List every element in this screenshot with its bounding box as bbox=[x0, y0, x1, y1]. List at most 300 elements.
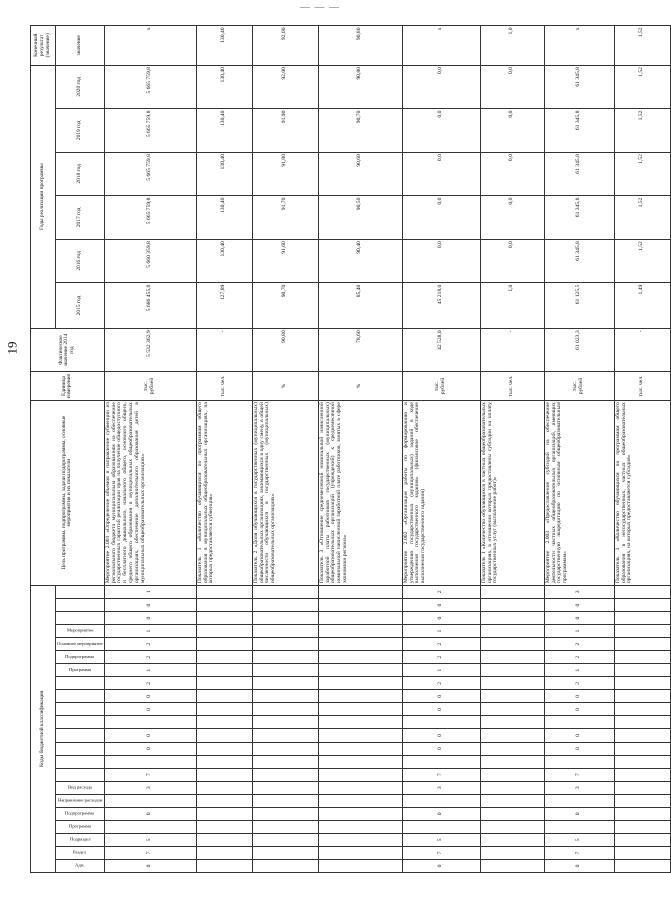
code-cell: 0 bbox=[402, 599, 480, 612]
row-year-value: 0,0 bbox=[402, 239, 480, 283]
code-cell bbox=[318, 768, 402, 781]
code-cell: 1 bbox=[104, 625, 196, 638]
row-unit: тыс. рублей bbox=[402, 372, 480, 400]
code-cell: 0 bbox=[104, 807, 196, 820]
code-cell: 3 bbox=[544, 781, 614, 794]
code-cell bbox=[252, 781, 318, 794]
code-subheader bbox=[56, 677, 105, 690]
row-unit: тыс. рублей bbox=[104, 372, 196, 400]
row-year-value: 0,0 bbox=[402, 196, 480, 240]
fact-header: Фактическое значение 2014 год bbox=[31, 328, 105, 372]
code-cell bbox=[614, 781, 670, 794]
code-cell: 0 bbox=[544, 612, 614, 625]
row-year-value: 90,50 bbox=[318, 196, 402, 240]
code-cell: 0 bbox=[544, 703, 614, 716]
code-cell bbox=[614, 716, 670, 729]
code-cell bbox=[252, 664, 318, 677]
row-description: Мероприятие 2.001 «Определение объемов и направление субвенции из регионального бюджета муниципальным образованиям на обеспечение государственных гарантий реализации прав на получение общедоступного и бесплатного дошкольного, начального общего, основного общего, среднего общего образования в муниципальных общеобразовательных организациях, обеспечение дополнительного образования детей в муниципальных общеобразовательных организациях» bbox=[104, 400, 196, 585]
code-cell bbox=[318, 651, 402, 664]
code-cell bbox=[104, 820, 196, 833]
row-year-value: 90,70 bbox=[252, 283, 318, 329]
code-cell bbox=[480, 859, 544, 872]
code-cell bbox=[252, 846, 318, 859]
row-year-value: 5 665 759,8 bbox=[104, 152, 196, 196]
code-cell: 0 bbox=[402, 703, 480, 716]
row-year-value: 91,60 bbox=[252, 239, 318, 283]
code-cell bbox=[196, 690, 252, 703]
code-cell bbox=[480, 794, 544, 807]
code-cell bbox=[196, 664, 252, 677]
code-cell: 7 bbox=[544, 768, 614, 781]
code-cell bbox=[252, 729, 318, 742]
code-cell bbox=[104, 716, 196, 729]
code-cell bbox=[252, 794, 318, 807]
code-cell: 1 bbox=[544, 625, 614, 638]
code-cell bbox=[480, 690, 544, 703]
code-subheader: Мероприятие bbox=[56, 625, 105, 638]
table-row bbox=[318, 26, 402, 873]
final-value-header: значение bbox=[56, 26, 105, 66]
row-year-value: 0,0 bbox=[402, 152, 480, 196]
row-final-value: х bbox=[104, 26, 196, 66]
code-cell: 2 bbox=[104, 677, 196, 690]
year-header: 2018 год bbox=[56, 152, 105, 196]
row-year-value: 0,0 bbox=[402, 65, 480, 109]
code-cell bbox=[614, 677, 670, 690]
code-cell bbox=[544, 755, 614, 768]
code-subheader bbox=[56, 768, 105, 781]
table-row bbox=[544, 26, 614, 873]
row-year-value: 61 125,5 bbox=[544, 283, 614, 329]
code-cell: 0 bbox=[544, 742, 614, 755]
code-cell: 0 bbox=[402, 690, 480, 703]
code-cell: 7 bbox=[402, 846, 480, 859]
code-cell bbox=[318, 859, 402, 872]
code-subheader bbox=[56, 729, 105, 742]
row-year-value: 130,40 bbox=[196, 152, 252, 196]
code-cell bbox=[252, 690, 318, 703]
code-cell: 1 bbox=[104, 664, 196, 677]
code-cell bbox=[480, 807, 544, 820]
row-year-value: 0,0 bbox=[480, 109, 544, 153]
row-year-value: 90,70 bbox=[318, 109, 402, 153]
code-cell: 0 bbox=[402, 612, 480, 625]
row-year-value: 0,0 bbox=[480, 196, 544, 240]
code-cell: 1 bbox=[104, 585, 196, 598]
code-subheader: Вид расхода bbox=[56, 781, 105, 794]
code-subheader bbox=[56, 742, 105, 755]
code-cell bbox=[614, 846, 670, 859]
code-cell bbox=[544, 716, 614, 729]
code-cell: 0 bbox=[402, 807, 480, 820]
code-cell: 3 bbox=[402, 781, 480, 794]
code-cell bbox=[252, 755, 318, 768]
code-cell bbox=[614, 585, 670, 598]
program-table bbox=[30, 25, 671, 873]
code-subheader: Направление расходов bbox=[56, 794, 105, 807]
year-header: 2020 год bbox=[56, 65, 105, 109]
code-cell bbox=[614, 794, 670, 807]
code-cell bbox=[480, 781, 544, 794]
row-description: Показатель 1 «Количество обучающихся в частных общеобразовательных организациях, в отношении которых предоставлены субсидии на оплату государственных услуг (выполнение работ)» bbox=[480, 400, 544, 585]
code-cell bbox=[614, 638, 670, 651]
code-cell: 2 bbox=[104, 651, 196, 664]
code-cell bbox=[614, 703, 670, 716]
code-cell bbox=[318, 794, 402, 807]
table-row bbox=[480, 26, 544, 873]
code-cell: 1 bbox=[402, 664, 480, 677]
code-cell bbox=[614, 651, 670, 664]
row-final-value: 130,40 bbox=[196, 26, 252, 66]
code-subheader bbox=[56, 690, 105, 703]
row-description: Показатель 2 «Доля обучающихся в государственных (муниципальных) общеобразовательных организациях, занимающихся в одну смену, в общей численности обучающихся в государственных (муниципальных) общеобразовательных организациях» bbox=[252, 400, 318, 585]
row-year-value: 91,90 bbox=[252, 109, 318, 153]
row-unit: тыс. чел. bbox=[480, 372, 544, 400]
code-cell bbox=[480, 638, 544, 651]
row-year-value: 5 665 759,8 bbox=[104, 65, 196, 109]
code-cell: 2 bbox=[104, 638, 196, 651]
code-cell: 0 bbox=[402, 859, 480, 872]
code-cell: 2 bbox=[402, 638, 480, 651]
row-year-value: 90,60 bbox=[318, 152, 402, 196]
row-fact: 42 528,0 bbox=[402, 328, 480, 372]
code-cell bbox=[318, 599, 402, 612]
unit-header: Единица измерения bbox=[31, 372, 105, 400]
code-cell bbox=[480, 585, 544, 598]
row-year-value: 90,80 bbox=[318, 65, 402, 109]
code-cell bbox=[252, 768, 318, 781]
code-cell bbox=[196, 768, 252, 781]
row-year-value: 130,40 bbox=[196, 65, 252, 109]
year-header: 2016 год bbox=[56, 239, 105, 283]
code-cell bbox=[196, 807, 252, 820]
code-cell bbox=[318, 677, 402, 690]
code-cell bbox=[614, 729, 670, 742]
code-cell: 2 bbox=[402, 677, 480, 690]
code-cell bbox=[480, 703, 544, 716]
row-year-value: 1,52 bbox=[614, 109, 670, 153]
code-cell: 3 bbox=[544, 585, 614, 598]
row-final-value: х bbox=[544, 26, 614, 66]
row-year-value: 5 665 759,8 bbox=[104, 196, 196, 240]
row-year-value: 127,89 bbox=[196, 283, 252, 329]
code-cell bbox=[614, 664, 670, 677]
row-unit: тыс. чел. bbox=[196, 372, 252, 400]
code-cell bbox=[614, 625, 670, 638]
code-cell: 0 bbox=[402, 742, 480, 755]
code-subheader: Программа bbox=[56, 820, 105, 833]
code-cell bbox=[252, 638, 318, 651]
code-subheader: Раздел bbox=[56, 846, 105, 859]
code-cell bbox=[480, 612, 544, 625]
code-subheader: Подраздел bbox=[56, 833, 105, 846]
row-year-value: 1,52 bbox=[614, 196, 670, 240]
row-fact: - bbox=[614, 328, 670, 372]
row-year-value: 130,40 bbox=[196, 239, 252, 283]
code-cell bbox=[544, 820, 614, 833]
row-description: Показатель 3 «Отношение среднемесячной номинальной начисленной заработной платы работников государственных (муниципальных) общеобразовательных организаций (учреждений) к среднемесячной номинальной начисленной заработной плате работников, занятых в сфере экономики региона» bbox=[318, 400, 402, 585]
code-subheader bbox=[56, 612, 105, 625]
code-cell: 1 bbox=[544, 664, 614, 677]
code-cell bbox=[252, 599, 318, 612]
code-cell bbox=[252, 625, 318, 638]
code-cell: 0 bbox=[104, 742, 196, 755]
code-cell bbox=[252, 859, 318, 872]
code-cell bbox=[480, 846, 544, 859]
year-header: 2019 год bbox=[56, 109, 105, 153]
code-cell bbox=[544, 794, 614, 807]
code-cell: 0 bbox=[544, 807, 614, 820]
page-number: 19 bbox=[4, 341, 20, 355]
code-cell bbox=[480, 664, 544, 677]
code-cell bbox=[318, 625, 402, 638]
code-cell: 0 bbox=[104, 859, 196, 872]
row-year-value: 1,52 bbox=[614, 239, 670, 283]
row-year-value: 61 345,8 bbox=[544, 152, 614, 196]
code-cell bbox=[252, 585, 318, 598]
code-cell bbox=[252, 651, 318, 664]
code-cell bbox=[252, 716, 318, 729]
period-group-header: Годы реализации программы bbox=[31, 65, 56, 328]
code-cell bbox=[196, 729, 252, 742]
code-cell bbox=[480, 833, 544, 846]
row-year-value: 0,0 bbox=[480, 239, 544, 283]
code-cell: 7 bbox=[104, 768, 196, 781]
code-cell bbox=[480, 755, 544, 768]
row-year-value: 61 345,8 bbox=[544, 196, 614, 240]
code-cell bbox=[402, 820, 480, 833]
table-row bbox=[104, 26, 196, 873]
code-cell bbox=[480, 716, 544, 729]
row-final-value: х bbox=[402, 26, 480, 66]
codes-group-header: Коды бюджетной классификации bbox=[31, 585, 56, 872]
code-cell bbox=[318, 755, 402, 768]
code-cell: 0 bbox=[104, 599, 196, 612]
code-cell bbox=[252, 820, 318, 833]
code-cell bbox=[252, 833, 318, 846]
code-cell: 3 bbox=[104, 781, 196, 794]
row-final-value: 90,80 bbox=[318, 26, 402, 66]
code-cell bbox=[196, 846, 252, 859]
code-subheader: Подпрограмма bbox=[56, 651, 105, 664]
code-cell bbox=[196, 833, 252, 846]
code-cell: 7 bbox=[104, 846, 196, 859]
code-cell: 0 bbox=[402, 729, 480, 742]
code-cell bbox=[196, 794, 252, 807]
code-cell bbox=[196, 820, 252, 833]
row-year-value: 85,40 bbox=[318, 283, 402, 329]
code-cell: 1 bbox=[402, 625, 480, 638]
row-fact: 61 023,3 bbox=[544, 328, 614, 372]
row-description: Показатель 1 «Количество обучающихся по программам общего образования в негосударственных, частных общеобразовательных организациях, на которых предоставляется субсидия» bbox=[614, 400, 670, 585]
code-cell: 0 bbox=[104, 729, 196, 742]
code-cell bbox=[196, 585, 252, 598]
row-fact: - bbox=[196, 328, 252, 372]
code-cell bbox=[480, 729, 544, 742]
code-cell bbox=[196, 612, 252, 625]
code-subheader: Программа bbox=[56, 664, 105, 677]
code-cell bbox=[318, 716, 402, 729]
code-cell: 5 bbox=[402, 833, 480, 846]
code-subheader bbox=[56, 755, 105, 768]
row-fact: 5 532 362,9 bbox=[104, 328, 196, 372]
code-cell bbox=[318, 585, 402, 598]
code-cell: 0 bbox=[104, 690, 196, 703]
code-cell bbox=[318, 729, 402, 742]
code-cell: 7 bbox=[402, 768, 480, 781]
code-cell bbox=[318, 846, 402, 859]
code-cell bbox=[318, 820, 402, 833]
row-description: Мероприятие 2.003 «Предоставление субсидий на обеспечение деятельности частных общеобразовательных организаций, имеющих государственную аккредитацию по основным общеобразовательным программам» bbox=[544, 400, 614, 585]
code-cell: 2 bbox=[544, 638, 614, 651]
row-year-value: 1,49 bbox=[614, 283, 670, 329]
row-year-value: 5 665 759,8 bbox=[104, 109, 196, 153]
row-year-value: 130,40 bbox=[196, 196, 252, 240]
row-year-value: 45 218,0 bbox=[402, 283, 480, 329]
code-subheader: Подпрограмма bbox=[56, 807, 105, 820]
code-cell: 5 bbox=[104, 833, 196, 846]
code-cell bbox=[252, 703, 318, 716]
code-cell bbox=[252, 807, 318, 820]
table-row bbox=[196, 26, 252, 873]
code-cell bbox=[252, 612, 318, 625]
row-unit: % bbox=[252, 372, 318, 400]
code-cell bbox=[318, 781, 402, 794]
code-cell bbox=[318, 690, 402, 703]
row-year-value: 90,40 bbox=[318, 239, 402, 283]
row-year-value: 0,0 bbox=[480, 152, 544, 196]
code-cell bbox=[480, 599, 544, 612]
code-cell bbox=[402, 794, 480, 807]
row-description: Мероприятие 2.002 «Организация работы по формированию и утверждению государственных (муниципальных) заданий в ходе выполнения государственного задания» (финансовое обеспечение выполнения государственного задания) bbox=[402, 400, 480, 585]
row-year-value: 0,0 bbox=[402, 109, 480, 153]
code-cell bbox=[480, 625, 544, 638]
code-cell bbox=[614, 690, 670, 703]
row-fact: 78,60 bbox=[318, 328, 402, 372]
code-cell: 2 bbox=[544, 651, 614, 664]
row-year-value: 91,70 bbox=[252, 196, 318, 240]
row-final-value: 1,0 bbox=[480, 26, 544, 66]
code-cell bbox=[196, 703, 252, 716]
code-cell bbox=[196, 742, 252, 755]
code-cell bbox=[318, 807, 402, 820]
row-year-value: 1,52 bbox=[614, 152, 670, 196]
final-group-header: Конечный результат (значение) bbox=[31, 26, 56, 66]
row-year-value: 1,0 bbox=[480, 283, 544, 329]
code-subheader: Адм. bbox=[56, 859, 105, 872]
code-cell bbox=[318, 742, 402, 755]
code-cell bbox=[196, 716, 252, 729]
code-cell bbox=[614, 768, 670, 781]
code-cell bbox=[318, 833, 402, 846]
code-cell: 0 bbox=[544, 859, 614, 872]
code-cell bbox=[196, 781, 252, 794]
code-subheader bbox=[56, 585, 105, 598]
row-year-value: 5 686 455,8 bbox=[104, 283, 196, 329]
year-header: 2017 год bbox=[56, 196, 105, 240]
code-cell bbox=[614, 755, 670, 768]
rotated-table-wrapper bbox=[30, 25, 645, 873]
code-cell bbox=[480, 742, 544, 755]
code-cell: 5 bbox=[544, 833, 614, 846]
code-cell bbox=[614, 820, 670, 833]
row-year-value: 61 345,8 bbox=[544, 65, 614, 109]
row-year-value: 61 345,8 bbox=[544, 109, 614, 153]
code-cell bbox=[480, 677, 544, 690]
code-cell bbox=[196, 625, 252, 638]
row-fact: - bbox=[480, 328, 544, 372]
code-cell bbox=[614, 833, 670, 846]
code-cell bbox=[318, 703, 402, 716]
code-cell bbox=[318, 638, 402, 651]
code-cell bbox=[196, 599, 252, 612]
code-cell bbox=[196, 677, 252, 690]
table-row bbox=[252, 26, 318, 873]
code-cell bbox=[318, 664, 402, 677]
code-cell bbox=[196, 859, 252, 872]
code-cell bbox=[614, 612, 670, 625]
code-cell: 0 bbox=[544, 729, 614, 742]
code-cell bbox=[480, 651, 544, 664]
code-cell bbox=[104, 794, 196, 807]
row-year-value: 1,52 bbox=[614, 65, 670, 109]
row-year-value: 5 660 359,8 bbox=[104, 239, 196, 283]
row-unit: % bbox=[318, 372, 402, 400]
code-cell: 0 bbox=[104, 703, 196, 716]
table-row bbox=[614, 26, 670, 873]
code-cell: 7 bbox=[544, 846, 614, 859]
code-cell bbox=[614, 742, 670, 755]
code-cell bbox=[104, 755, 196, 768]
row-fact: 90,80 bbox=[252, 328, 318, 372]
code-cell bbox=[614, 807, 670, 820]
code-cell bbox=[402, 755, 480, 768]
code-cell bbox=[252, 742, 318, 755]
row-unit: тыс. чел. bbox=[614, 372, 670, 400]
code-cell: 0 bbox=[544, 690, 614, 703]
row-final-value: 1,52 bbox=[614, 26, 670, 66]
year-header: 2015 год bbox=[56, 283, 105, 329]
code-cell: 2 bbox=[402, 651, 480, 664]
code-cell bbox=[252, 677, 318, 690]
code-cell bbox=[196, 755, 252, 768]
code-subheader: Основное мероприятие bbox=[56, 638, 105, 651]
row-description: Показатель 1 «Количество обучающихся по программам общего образования в муниципальных общеобразовательных организациях, на которых предоставляется субвенция» bbox=[196, 400, 252, 585]
code-cell bbox=[480, 768, 544, 781]
row-unit: тыс. рублей bbox=[544, 372, 614, 400]
code-cell bbox=[318, 612, 402, 625]
code-cell: 0 bbox=[544, 599, 614, 612]
code-cell bbox=[196, 638, 252, 651]
row-final-value: 92,00 bbox=[252, 26, 318, 66]
code-cell bbox=[614, 599, 670, 612]
code-subheader bbox=[56, 703, 105, 716]
code-cell bbox=[196, 651, 252, 664]
row-year-value: 0,0 bbox=[480, 65, 544, 109]
code-subheader bbox=[56, 599, 105, 612]
top-mark: — — — bbox=[300, 2, 340, 13]
row-year-value: 61 345,8 bbox=[544, 239, 614, 283]
row-year-value: 130,40 bbox=[196, 109, 252, 153]
code-subheader bbox=[56, 716, 105, 729]
code-cell: 2 bbox=[544, 677, 614, 690]
row-year-value: 92,00 bbox=[252, 65, 318, 109]
code-cell: 0 bbox=[104, 612, 196, 625]
table-row bbox=[402, 26, 480, 873]
target-header: Цель программы, подпрограммы, задачи подпрограммы, основные мероприятия и их показатели bbox=[31, 400, 105, 585]
code-cell bbox=[614, 859, 670, 872]
row-year-value: 91,80 bbox=[252, 152, 318, 196]
